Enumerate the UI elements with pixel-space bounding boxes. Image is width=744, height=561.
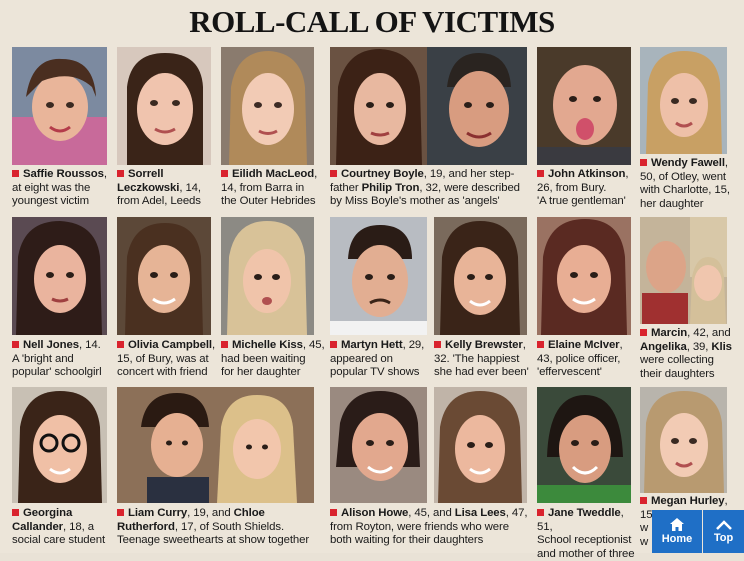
caption-text: social care student bbox=[12, 534, 106, 547]
caption-text: father bbox=[330, 181, 362, 194]
caption-text: 15, of Bury, was at bbox=[117, 352, 209, 365]
name: Kelly Brewster bbox=[445, 339, 523, 351]
caption-text: , 47, bbox=[505, 507, 528, 519]
photo-courtney-boyle bbox=[330, 47, 427, 165]
caption-text: , 45, bbox=[302, 339, 325, 351]
caption-text: , 19, and bbox=[187, 507, 234, 519]
name: Wendy Fawell bbox=[651, 157, 725, 169]
caption-text: at eight was the bbox=[12, 181, 91, 194]
home-icon bbox=[670, 518, 684, 531]
photo-wendy-fawell bbox=[640, 47, 727, 154]
caption-sorrell-leczkowski bbox=[117, 168, 217, 209]
caption-text: , 14, bbox=[179, 181, 201, 194]
home-button[interactable] bbox=[652, 510, 702, 553]
name: Martyn Hett bbox=[341, 339, 403, 351]
photo-saffie-roussos bbox=[12, 47, 107, 165]
caption-text: , 18, a bbox=[63, 520, 94, 533]
name: Chloe bbox=[233, 507, 265, 519]
name: Leczkowski bbox=[117, 181, 180, 194]
caption-text: w bbox=[640, 535, 649, 548]
photo-marcin-angelika-klis bbox=[640, 217, 727, 324]
caption-nell-jones bbox=[12, 339, 116, 380]
caption-olivia-campbell bbox=[117, 339, 221, 380]
photo-nell-jones bbox=[12, 217, 107, 335]
photo-john-atkinson bbox=[537, 47, 631, 165]
caption-text: her daughter bbox=[640, 197, 704, 210]
name: Saffie Roussos bbox=[23, 168, 104, 180]
bullet-square bbox=[221, 341, 228, 348]
caption-saffie-roussos bbox=[12, 168, 112, 209]
photo-elaine-mciver bbox=[537, 217, 631, 335]
caption-text: popular' schoolgirl bbox=[12, 366, 102, 379]
name: Callander bbox=[12, 520, 64, 533]
caption-text: , bbox=[619, 339, 623, 351]
caption-text: had been waiting bbox=[221, 352, 306, 365]
caption-text: , 39, bbox=[686, 340, 712, 353]
caption-text: , 17, of South Shields. bbox=[174, 520, 285, 533]
caption-text: A 'bright and bbox=[12, 352, 74, 365]
caption-text: , bbox=[103, 168, 107, 180]
caption-text: w bbox=[640, 522, 649, 535]
bullet-square bbox=[537, 341, 544, 348]
caption-text: , 19, and her step- bbox=[423, 168, 515, 180]
photo-eilidh-macleod bbox=[221, 47, 314, 165]
caption-text: 'A true gentleman' bbox=[537, 195, 626, 208]
caption-text: , 29, bbox=[402, 339, 425, 351]
caption-michelle-kiss bbox=[221, 339, 325, 380]
bullet-square bbox=[330, 509, 337, 516]
caption-text: 32. 'The happiest bbox=[434, 352, 520, 365]
caption-text: , 42, and bbox=[687, 327, 731, 339]
caption-text: School receptionist bbox=[537, 534, 632, 547]
caption-text: , 45, and bbox=[408, 507, 455, 519]
caption-text: concert with friend bbox=[117, 366, 208, 379]
name: Lisa Lees bbox=[454, 507, 506, 519]
caption-elaine-mciver bbox=[537, 339, 639, 380]
bullet-square bbox=[537, 170, 544, 177]
name: Michelle Kiss bbox=[232, 339, 303, 351]
bullet-square bbox=[12, 509, 19, 516]
photo-jane-tweddle bbox=[537, 387, 631, 503]
bullet-square bbox=[640, 159, 647, 166]
caption-text: from Royton, were friends who were bbox=[330, 520, 509, 533]
caption-text: by Miss Boyle's mother as 'angels' bbox=[330, 195, 500, 208]
caption-courtney-boyle bbox=[330, 168, 535, 209]
name: Jane Tweddle bbox=[548, 507, 621, 519]
caption-text: with Charlotte, 15, bbox=[640, 184, 730, 197]
caption-text: 26, from Bury. bbox=[537, 181, 607, 194]
bullet-square bbox=[12, 341, 19, 348]
photo-olivia-campbell bbox=[117, 217, 211, 335]
caption-text: were collecting bbox=[640, 354, 714, 367]
caption-alison-howe-lisa-lees bbox=[330, 507, 535, 548]
name: Sorrell bbox=[128, 168, 164, 180]
name: Rutherford bbox=[117, 520, 175, 533]
caption-jane-tweddle bbox=[537, 507, 641, 561]
bullet-square bbox=[117, 509, 124, 516]
name: Georgina bbox=[23, 507, 73, 519]
name: Elaine McIver bbox=[548, 339, 620, 351]
caption-text: Teenage sweethearts at show together bbox=[117, 534, 310, 547]
caption-text: 'effervescent' bbox=[537, 366, 602, 379]
caption-eilidh-macleod bbox=[221, 168, 325, 209]
name: Nell Jones bbox=[23, 339, 79, 351]
caption-text: 14, from Barra in bbox=[221, 181, 305, 194]
name: Eilidh MacLeod bbox=[232, 168, 315, 180]
bullet-square bbox=[640, 329, 647, 336]
name: Liam Curry bbox=[128, 507, 188, 519]
caption-text: for her daughter bbox=[221, 366, 301, 379]
caption-martyn-hett bbox=[330, 339, 430, 380]
caption-text: , 32, were described bbox=[419, 181, 520, 194]
caption-text: 43, police officer, bbox=[537, 352, 621, 365]
caption-kelly-brewster bbox=[434, 339, 538, 380]
photo-georgina-callander bbox=[12, 387, 107, 503]
photo-lisa-lees bbox=[434, 387, 527, 503]
caption-text: appeared on bbox=[330, 352, 393, 365]
bullet-square bbox=[434, 341, 441, 348]
caption-wendy-fawell bbox=[640, 157, 740, 211]
photo-megan-hurley bbox=[640, 387, 727, 493]
name: Courtney Boyle bbox=[341, 168, 424, 180]
name: Klis bbox=[711, 340, 732, 353]
caption-georgina-callander bbox=[12, 507, 116, 548]
headline: ROLL-CALL OF VICTIMS bbox=[189, 4, 555, 39]
name: Megan Hurley bbox=[651, 495, 725, 507]
name: John Atkinson bbox=[548, 168, 626, 180]
bullet-square bbox=[117, 341, 124, 348]
caption-text: and mother of three bbox=[537, 547, 635, 560]
caption-text: , 14. bbox=[78, 339, 101, 351]
bullet-square bbox=[330, 341, 337, 348]
photo-sorrell-leczkowski bbox=[117, 47, 211, 165]
caption-marcin-angelika-klis bbox=[640, 327, 740, 381]
caption-text: youngest victim bbox=[12, 195, 89, 208]
caption-text: their daughters bbox=[640, 367, 715, 380]
name: Olivia Campbell bbox=[128, 339, 212, 351]
bullet-square bbox=[330, 170, 337, 177]
top-button[interactable] bbox=[703, 510, 744, 553]
caption-text: from Adel, Leeds bbox=[117, 195, 201, 208]
top-button-label: Top bbox=[713, 531, 734, 544]
bullet-square bbox=[117, 170, 124, 177]
photo-kelly-brewster bbox=[434, 217, 527, 335]
name: Alison Howe bbox=[341, 507, 409, 519]
bullet-square bbox=[12, 170, 19, 177]
caption-text: 50, of Otley, went bbox=[640, 170, 726, 183]
caption-text: , bbox=[625, 168, 629, 180]
caption-text: , 15 bbox=[640, 495, 728, 521]
name: Marcin bbox=[651, 327, 688, 339]
caption-text: the Outer Hebrides bbox=[221, 195, 316, 208]
chevron-up-icon bbox=[716, 520, 732, 530]
photo-martyn-hett bbox=[330, 217, 427, 335]
caption-text: she had ever been' bbox=[434, 366, 529, 379]
caption-text: , bbox=[314, 168, 318, 180]
caption-john-atkinson bbox=[537, 168, 639, 209]
home-button-label: Home bbox=[661, 533, 693, 545]
bullet-square bbox=[221, 170, 228, 177]
bullet-square bbox=[537, 509, 544, 516]
caption-text: , 51, bbox=[537, 507, 624, 533]
name: Angelika bbox=[640, 340, 687, 353]
caption-text: both waiting for their daughters bbox=[330, 534, 484, 547]
caption-text: , bbox=[211, 339, 216, 351]
photo-philip-tron bbox=[427, 47, 527, 165]
name: Philip Tron bbox=[361, 181, 420, 194]
caption-text: , bbox=[724, 157, 728, 169]
photo-liam-curry-chloe-rutherford bbox=[117, 387, 314, 503]
caption-text: , bbox=[522, 339, 526, 351]
photo-michelle-kiss bbox=[221, 217, 314, 335]
bullet-square bbox=[640, 497, 647, 504]
caption-liam-curry-chloe-rutherford bbox=[117, 507, 327, 548]
photo-alison-howe bbox=[330, 387, 427, 503]
caption-text: popular TV shows bbox=[330, 366, 420, 379]
